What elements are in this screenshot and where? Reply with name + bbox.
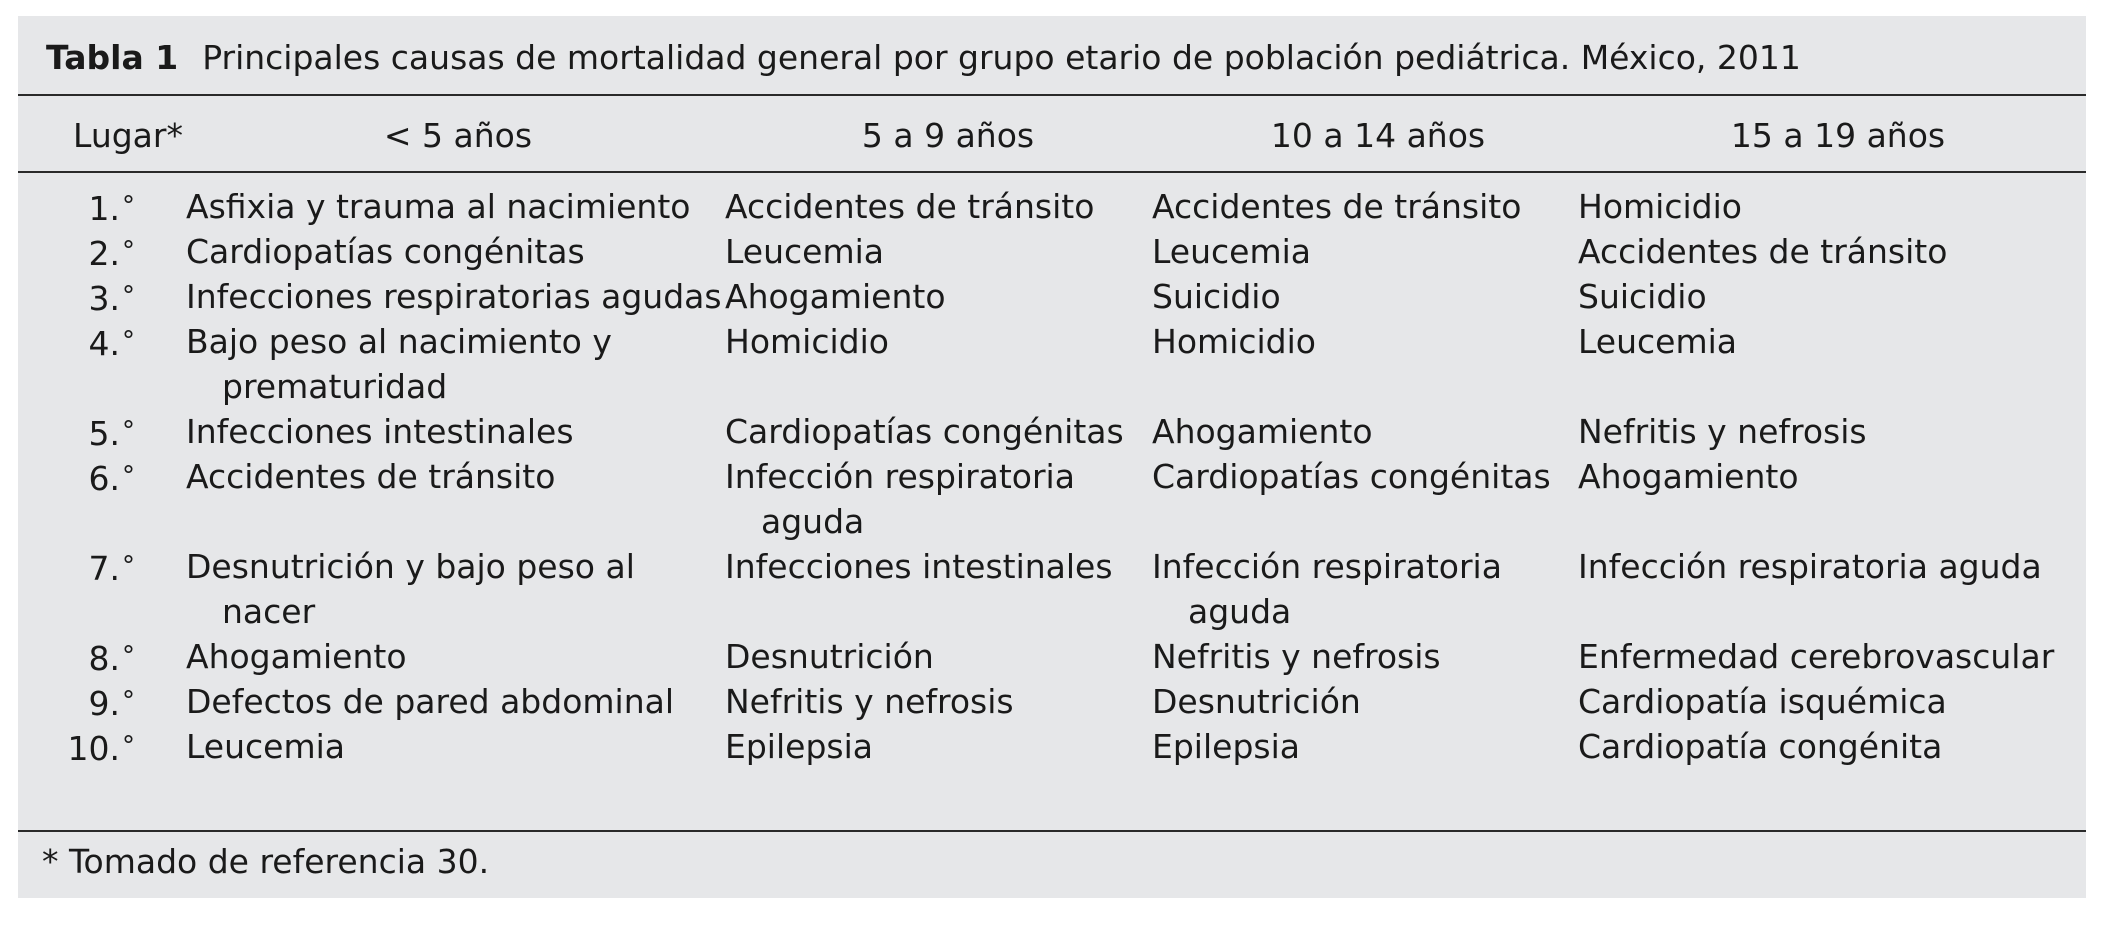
cause-text: Cardiopatías congénitas <box>725 412 1124 451</box>
cause-cell-col1 <box>725 274 1153 319</box>
degree-mark: ° <box>122 416 135 446</box>
degree-mark: ° <box>122 686 135 716</box>
table-title: Principales causas de mortalidad general por grupo etario de población pediátrica. México, 2011 <box>202 38 1801 77</box>
cause-text: Desnutrición <box>725 637 934 676</box>
table-row <box>18 679 2086 724</box>
rank-number: 8. <box>88 639 120 678</box>
rank-number: 7. <box>88 549 120 588</box>
cause-text: Leucemia <box>1578 322 1738 361</box>
cause-text: Cardiopatía isquémica <box>1578 682 1947 721</box>
rank-number: 4. <box>88 324 120 363</box>
cause-cell-col3 <box>1578 184 2078 229</box>
rank-cell <box>18 319 135 409</box>
cause-cell-col0 <box>186 544 726 634</box>
cause-text: Accidentes de tránsito <box>186 457 556 496</box>
table-footnote: * Tomado de referencia 30. <box>42 842 490 881</box>
degree-mark: ° <box>122 551 135 581</box>
cause-cell-col3 <box>1578 229 2078 274</box>
cause-cell-col2 <box>1152 544 1576 634</box>
cause-cell-col2 <box>1152 319 1576 364</box>
degree-mark: ° <box>122 236 135 266</box>
cause-text: Cardiopatía congénita <box>1578 727 1943 766</box>
cause-text: Infecciones intestinales <box>725 547 1113 586</box>
rank-cell <box>18 679 135 724</box>
rank-number: 9. <box>88 684 120 723</box>
cause-cell-col3 <box>1578 454 2078 499</box>
cause-text: Infección respiratoria aguda <box>725 457 1075 541</box>
cause-cell-col0 <box>186 634 726 679</box>
cause-cell-col2 <box>1152 454 1576 499</box>
cause-text: Nefritis y nefrosis <box>725 682 1014 721</box>
cause-cell-col1 <box>725 454 1153 544</box>
rank-number: 10. <box>67 729 120 768</box>
cause-cell-col1 <box>725 229 1153 274</box>
header-under-5: < 5 años <box>383 116 533 155</box>
cause-text: Infección respiratoria aguda <box>1578 547 2042 586</box>
cause-cell-col1 <box>725 184 1153 229</box>
cause-text: Bajo peso al nacimiento y prematuridad <box>186 322 612 406</box>
rank-number: 2. <box>88 234 120 273</box>
header-15-to-19: 15 a 19 años <box>1730 116 1946 155</box>
cause-cell-col1 <box>725 409 1153 454</box>
cause-cell-col0 <box>186 724 726 769</box>
cause-text: Enfermedad cerebrovascular <box>1578 637 2055 676</box>
rank-cell <box>18 634 135 679</box>
cause-cell-col3 <box>1578 679 2078 724</box>
cause-cell-col2 <box>1152 679 1576 724</box>
header-10-to-14: 10 a 14 años <box>1270 116 1486 155</box>
cause-cell-col0 <box>186 184 726 229</box>
cause-cell-col2 <box>1152 724 1576 769</box>
table-label: Tabla 1 <box>46 38 179 77</box>
rank-cell <box>18 184 135 229</box>
cause-cell-col0 <box>186 229 726 274</box>
degree-mark: ° <box>122 731 135 761</box>
cause-text: Cardiopatías congénitas <box>1152 457 1551 496</box>
cause-cell-col2 <box>1152 184 1576 229</box>
cause-text: Infecciones intestinales <box>186 412 574 451</box>
cause-cell-col2 <box>1152 634 1576 679</box>
cause-text: Suicidio <box>1152 277 1281 316</box>
cause-cell-col1 <box>725 679 1153 724</box>
table-row <box>18 634 2086 679</box>
header-5-to-9: 5 a 9 años <box>861 116 1035 155</box>
rank-cell <box>18 544 135 634</box>
degree-mark: ° <box>122 326 135 356</box>
cause-cell-col3 <box>1578 724 2078 769</box>
table-row <box>18 409 2086 454</box>
cause-cell-col2 <box>1152 229 1576 274</box>
header-lugar: Lugar* <box>73 116 183 155</box>
cause-text: Nefritis y nefrosis <box>1578 412 1867 451</box>
cause-text: Homicidio <box>725 322 889 361</box>
cause-text: Ahogamiento <box>1578 457 1799 496</box>
cause-text: Accidentes de tránsito <box>725 187 1095 226</box>
degree-mark: ° <box>122 281 135 311</box>
cause-cell-col3 <box>1578 274 2078 319</box>
degree-mark: ° <box>122 191 135 221</box>
cause-text: Ahogamiento <box>725 277 946 316</box>
cause-text: Desnutrición y bajo peso al nacer <box>186 547 635 631</box>
cause-cell-col0 <box>186 274 726 319</box>
cause-cell-col1 <box>725 724 1153 769</box>
rank-cell <box>18 454 135 544</box>
cause-cell-col3 <box>1578 409 2078 454</box>
cause-text: Epilepsia <box>725 727 873 766</box>
table-row <box>18 229 2086 274</box>
cause-cell-col3 <box>1578 634 2078 679</box>
cause-cell-col2 <box>1152 274 1576 319</box>
cause-text: Homicidio <box>1152 322 1316 361</box>
table-row <box>18 319 2086 409</box>
cause-cell-col3 <box>1578 544 2078 589</box>
rank-number: 3. <box>88 279 120 318</box>
cause-text: Infección respiratoria aguda <box>1152 547 1502 631</box>
cause-text: Leucemia <box>186 727 346 766</box>
rank-number: 6. <box>88 459 120 498</box>
cause-text: Nefritis y nefrosis <box>1152 637 1441 676</box>
cause-cell-col2 <box>1152 409 1576 454</box>
cause-cell-col0 <box>186 679 726 724</box>
top-rule <box>18 94 2086 96</box>
cause-cell-col1 <box>725 319 1153 364</box>
table-row <box>18 724 2086 769</box>
degree-mark: ° <box>122 641 135 671</box>
cause-text: Leucemia <box>1152 232 1312 271</box>
table-row <box>18 274 2086 319</box>
rank-number: 1. <box>88 189 120 228</box>
cause-text: Suicidio <box>1578 277 1707 316</box>
cause-cell-col1 <box>725 634 1153 679</box>
rank-cell <box>18 409 135 454</box>
rank-number: 5. <box>88 414 120 453</box>
table-body <box>18 184 2086 769</box>
table-caption <box>46 38 1801 78</box>
cause-text: Accidentes de tránsito <box>1152 187 1522 226</box>
cause-cell-col1 <box>725 544 1153 589</box>
cause-text: Defectos de pared abdominal <box>186 682 675 721</box>
cause-text: Cardiopatías congénitas <box>186 232 585 271</box>
cause-cell-col3 <box>1578 319 2078 364</box>
cause-text: Leucemia <box>725 232 885 271</box>
cause-text: Asfixia y trauma al nacimiento <box>186 187 691 226</box>
cause-cell-col0 <box>186 454 726 499</box>
cause-text: Desnutrición <box>1152 682 1361 721</box>
table-panel <box>18 16 2086 898</box>
cause-cell-col0 <box>186 409 726 454</box>
cause-text: Infecciones respiratorias agudas <box>186 277 722 316</box>
bottom-rule <box>18 830 2086 832</box>
rank-cell <box>18 229 135 274</box>
rank-cell <box>18 724 135 769</box>
cause-text: Accidentes de tránsito <box>1578 232 1948 271</box>
cause-text: Ahogamiento <box>1152 412 1373 451</box>
table-row <box>18 544 2086 634</box>
degree-mark: ° <box>122 461 135 491</box>
table-row <box>18 184 2086 229</box>
cause-text: Homicidio <box>1578 187 1742 226</box>
cause-cell-col0 <box>186 319 726 409</box>
cause-text: Ahogamiento <box>186 637 407 676</box>
rank-cell <box>18 274 135 319</box>
cause-text: Epilepsia <box>1152 727 1300 766</box>
table-row <box>18 454 2086 544</box>
header-rule <box>18 171 2086 173</box>
